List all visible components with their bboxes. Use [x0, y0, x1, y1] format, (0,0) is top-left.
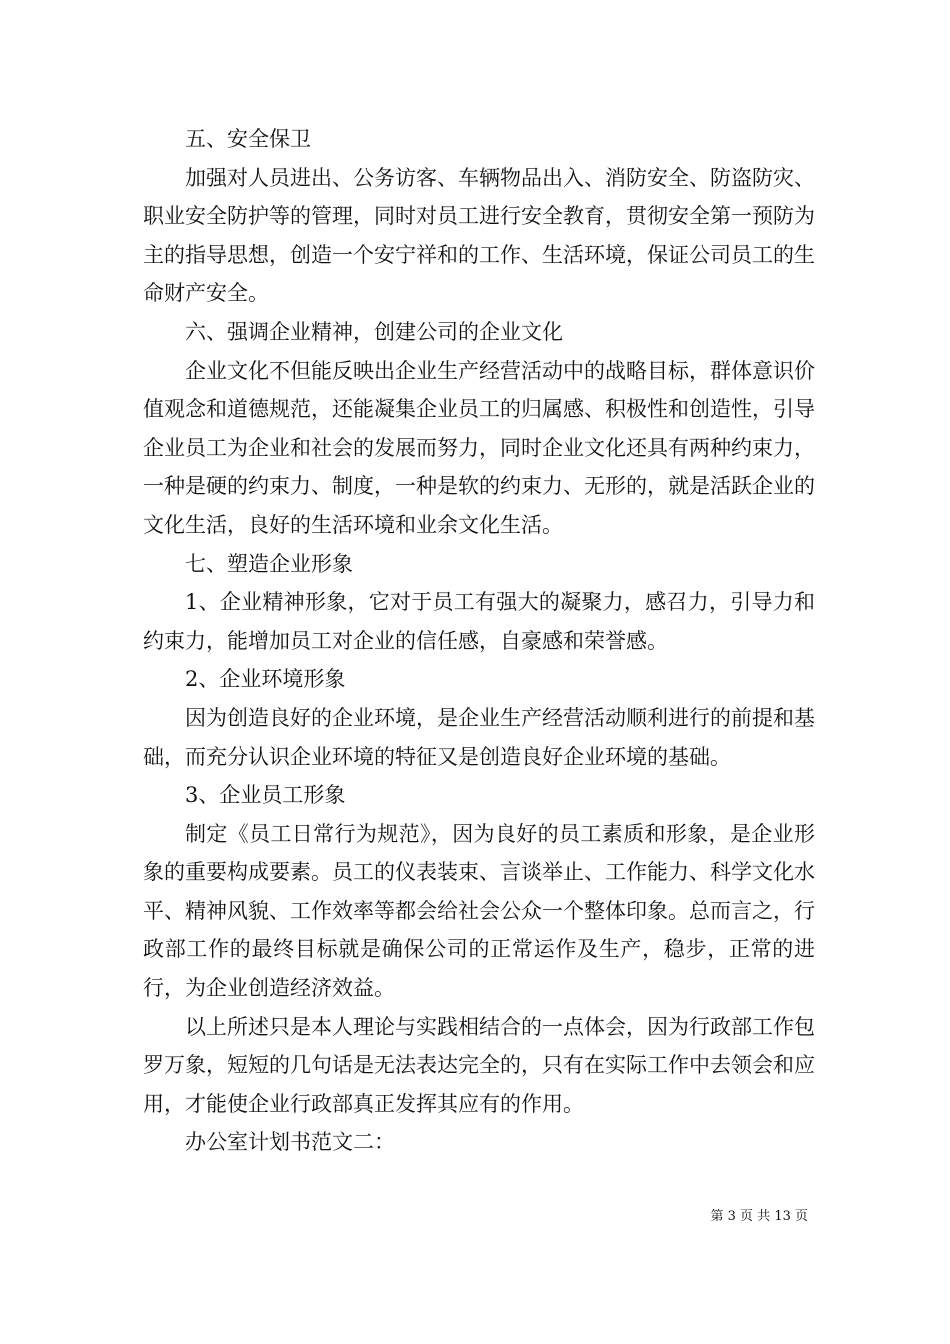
- paragraph-conclusion: 以上所述只是本人理论与实践相结合的一点体会，因为行政部工作包罗万象，短短的几句话是无法表达完全的，只有在实际工作中去领会和应用，才能使企业行政部真正发挥其应有的作用。: [143, 1014, 815, 1116]
- paragraph-environment: 因为创造良好的企业环境，是企业生产经营活动顺利进行的前提和基础，而充分认识企业环境的特征又是创造良好企业环境的基础。: [143, 705, 815, 769]
- section-heading-culture: 六、强调企业精神，创建公司的企业文化: [185, 319, 563, 344]
- subheading-employee-image: 3、企业员工形象: [185, 783, 346, 808]
- document-body: [143, 120, 815, 1162]
- paragraph-security: 加强对人员进出、公务访客、车辆物品出入、消防安全、防盗防灾、职业安全防护等的管理，同时对员工进行安全教育，贯彻安全第一预防为主的指导思想，创造一个安宁祥和的工作、生活环境，保证公司员工的生命财产安全。: [143, 165, 815, 306]
- section-heading-image: 七、塑造企业形象: [185, 551, 353, 576]
- subheading-environment-image: 2、企业环境形象: [185, 667, 346, 692]
- paragraph-culture: 企业文化不但能反映出企业生产经营活动中的战略目标，群体意识价值观念和道德规范，还能凝集企业员工的归属感、积极性和创造性，引导企业员工为企业和社会的发展而努力，同时企业文化还具有两种约束力，一种是硬的约束力、制度，一种是软的约束力、无形的，就是活跃企业的文化生活，良好的生活环境和业余文化生活。: [143, 358, 815, 537]
- paragraph-spirit-image: 1、企业精神形象，它对于员工有强大的凝聚力，感召力，引导力和约束力，能增加员工对企业的信任感，自豪感和荣誉感。: [143, 590, 815, 653]
- section-heading-sample-two: 办公室计划书范文二：: [185, 1130, 395, 1155]
- page-number-footer: 第 3 页 共 13 页: [710, 1209, 808, 1224]
- section-heading-security: 五、安全保卫: [185, 127, 311, 151]
- paragraph-employee: 制定《员工日常行为规范》，因为良好的员工素质和形象，是企业形象的重要构成要素。员工的仪表装束、言谈举止、工作能力、科学文化水平、精神风貌、工作效率等都会给社会公众一个整体印象。总而言之，行政部工作的最终目标就是确保公司的正常运作及生产，稳步，正常的进行，为企业创造经济效益。: [143, 821, 815, 1001]
